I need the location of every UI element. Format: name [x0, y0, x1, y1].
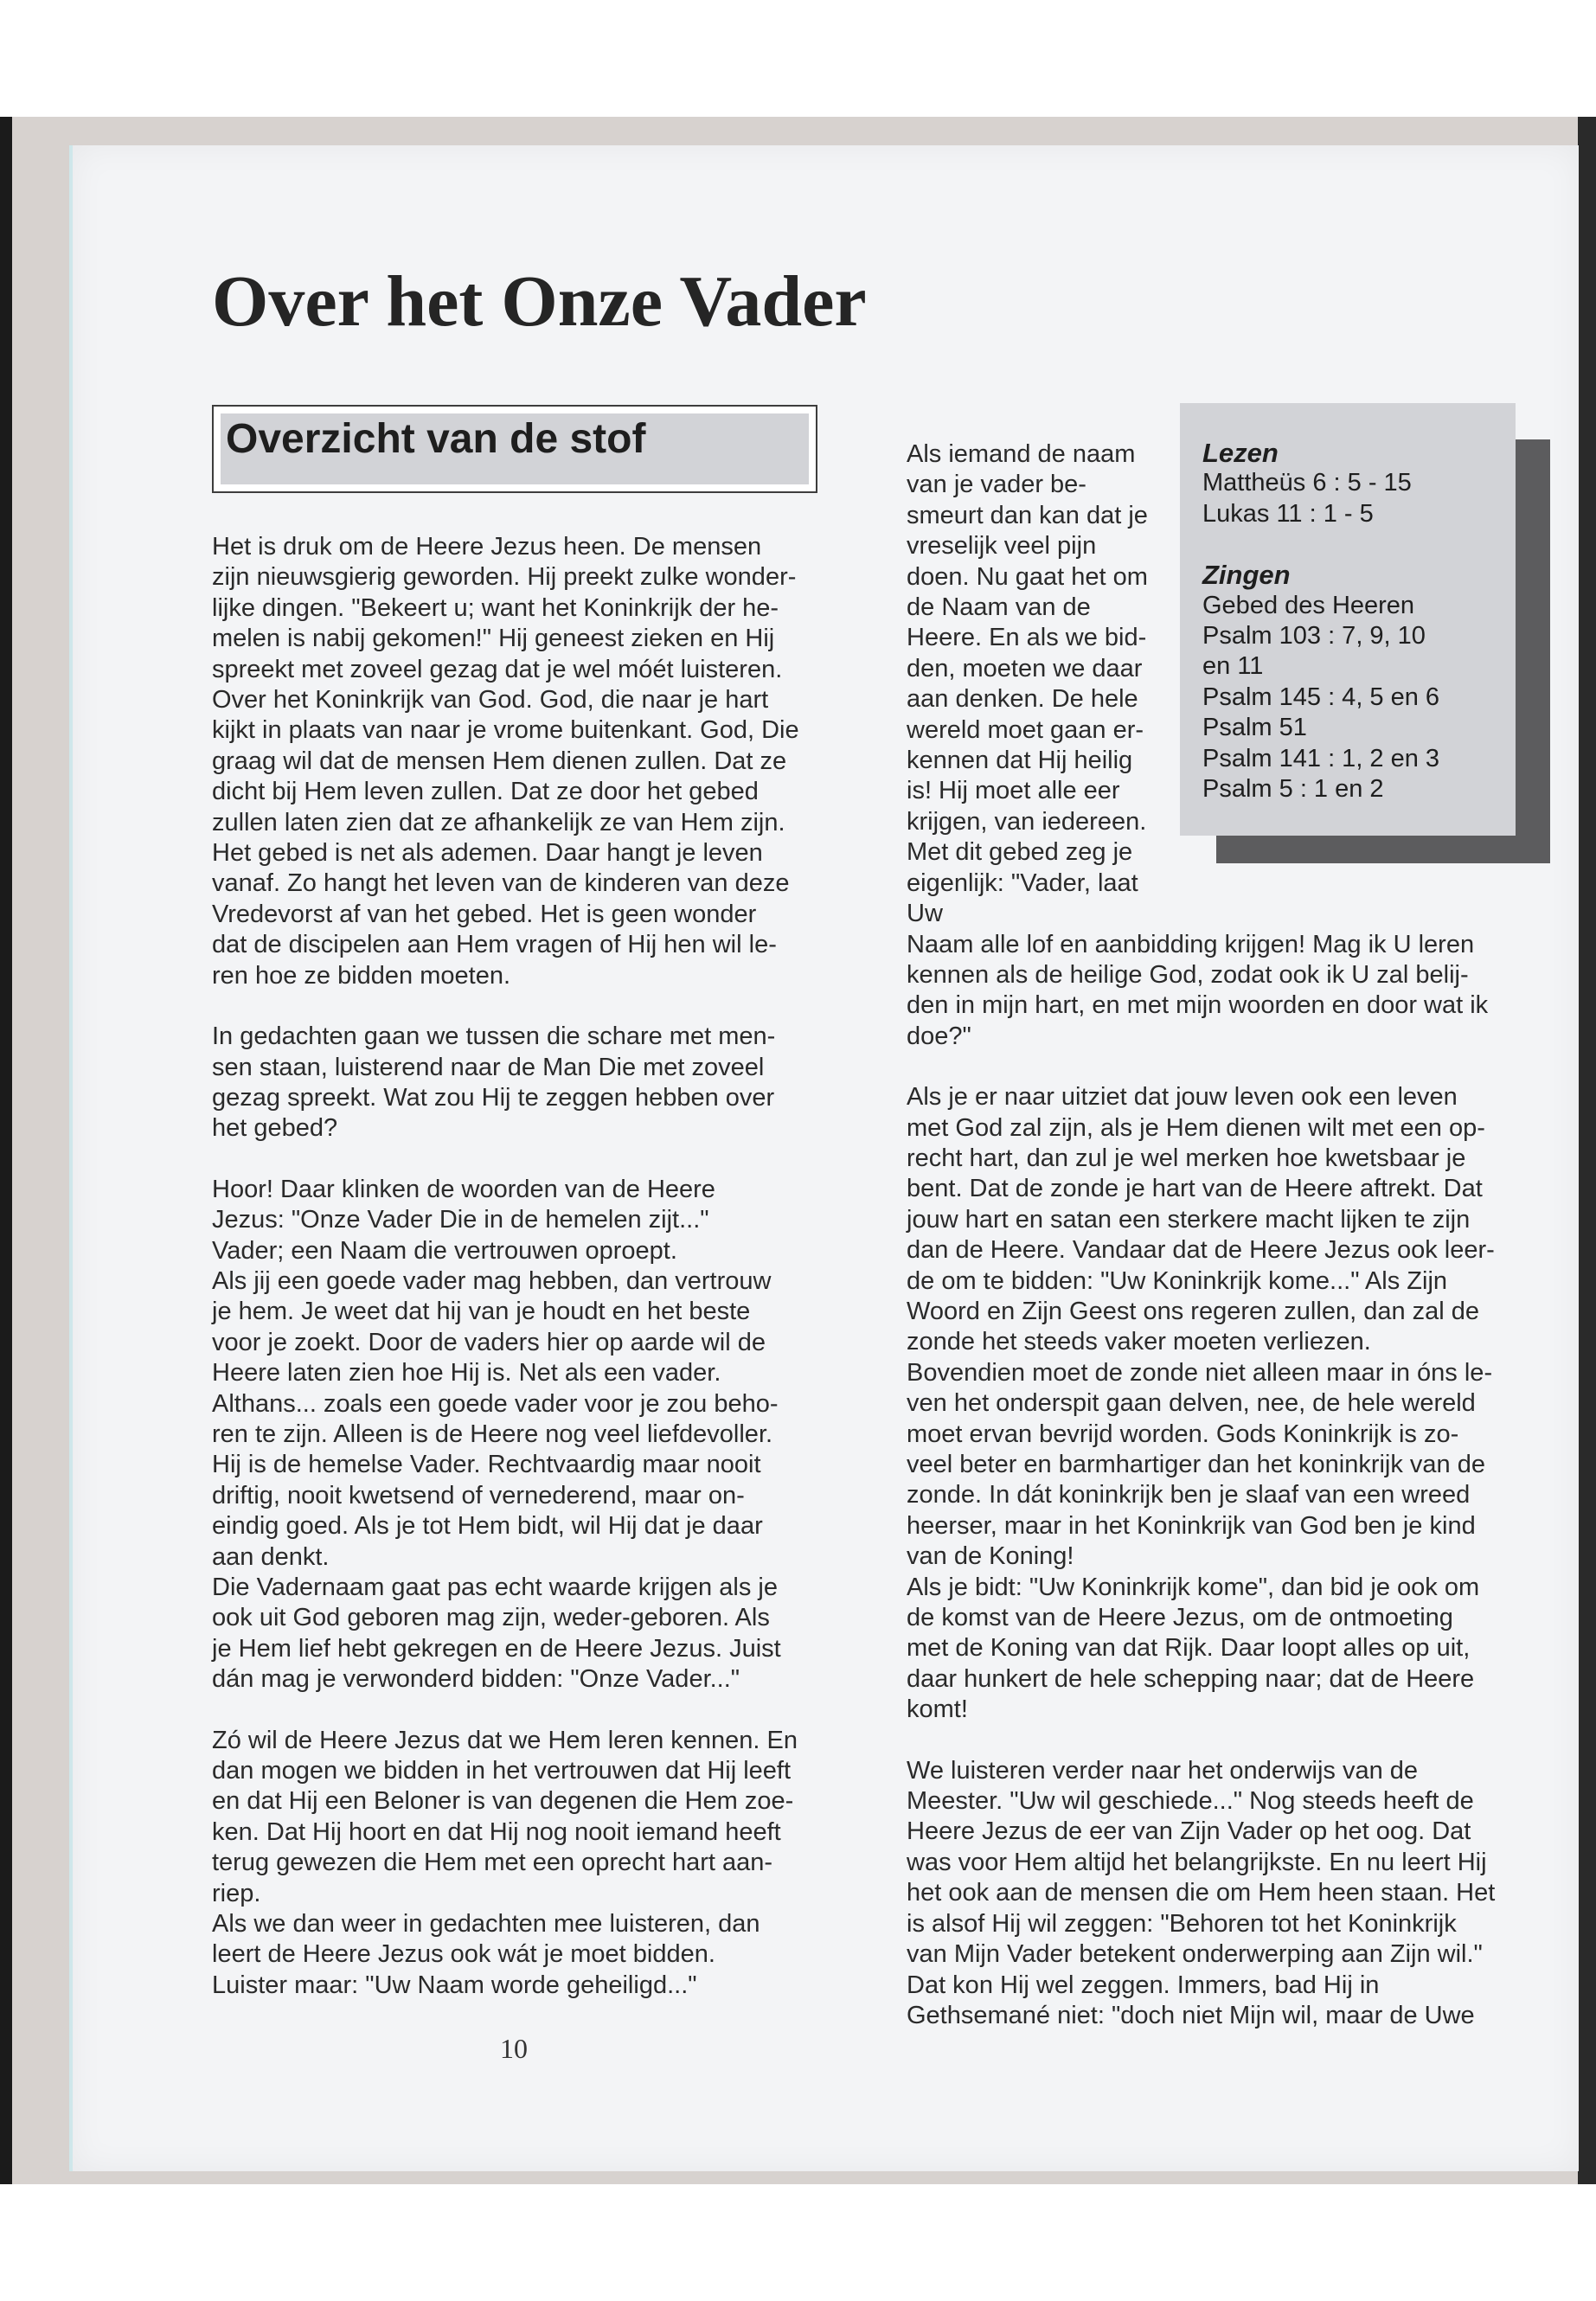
song-item: Gebed des Heeren [1202, 591, 1415, 619]
paragraph: Als je er naar uitziet dat jouw leven ook een leven met God zal zijn, als je Hem dienen wilt met een op- recht hart, dan zul je wel merken hoe kwetsbaar je bent. Dat de zonde je hart van de Heere aftrekt. Dat jouw hart en satan een sterkere macht lijken te zijn dan de Heere. Vandaar dat de Heere Jezus ook leer- de om te bidden: "Uw Koninkrijk kome..." Als Zijn Woord en Zijn Geest ons regeren zullen, dan zal de zonde het steeds vaker moeten verliezen. Bovendien moet de zonde niet alleen maar in óns le- ven het onderspit gaan delven, nee, de hele wereld moet ervan bevrijd worden. Gods Koninkrijk is zo- veel beter en barmhartiger dan het koninkrijk van de zonde. In dát koninkrijk ben je slaaf van een wreed heerser, maar in het Koninkrijk van God ben je kind van de Koning! Als je bidt: "Uw Koninkrijk kome", dan bid je ook om de komst van de Heere Jezus, om de ontmoeting met de Koning van dat Rijk. Daar loopt alles op uit, daar hunkert de hele schepping naar; dat de Heere komt! [907, 1083, 1495, 1724]
reading-sidebar [1180, 403, 1516, 836]
reading-item: Mattheüs 6 : 5 - 15 [1202, 469, 1412, 497]
reading-item: Lukas 11 : 1 - 5 [1202, 499, 1374, 528]
song-item: Psalm 51 [1202, 714, 1307, 742]
book-spine-left [0, 117, 12, 2184]
section-title: Overzicht van de stof [226, 416, 646, 462]
paragraph: We luisteren verder naar het onderwijs van de Meester. "Uw wil geschiede..." Nog steeds heeft de Heere Jezus de eer van Zijn Vader op het oog. Dat was voor Hem altijd het belangrijkste. En nu leert Hij het ook aan de mensen die om Hem heen staan. Het is alsof Hij wil zeggen: "Behoren tot het Koninkrijk van Mijn Vader betekent onderwerping aan Zijn wil." Dat kon Hij wel zeggen. Immers, bad Hij in Gethsemané niet: "doch niet Mijn wil, maar de Uwe [907, 1756, 1496, 2029]
sidebar-gap [1202, 529, 1439, 560]
paragraph: Als iemand de naam van je vader be- smeurt dan kan dat je vreselijk veel pijn doen. Nu gaat het om de Naam van de Heere. En als we bid- den, moeten we daar aan denken. De hele wereld moet gaan er- kennen dat Hij heilig is! Hij moet alle eer krijgen, van iedereen. Met dit gebed zeg je eigenlijk: "Vader, laat Uw Naam alle lof en aanbidding krijgen! Mag ik U leren kennen als de heilige God, zodat ook ik U zal belij- den in mijn hart, en met mijn woorden en door wat ik doe?" [907, 440, 1489, 1050]
song-item: Psalm 103 : 7, 9, 10 [1202, 622, 1426, 651]
page-title: Over het Onze Vader [212, 261, 867, 342]
lezen-heading: Lezen [1202, 438, 1279, 468]
page-number: 10 [500, 2033, 528, 2064]
paragraph: Zó wil de Heere Jezus dat we Hem leren kennen. En dan mogen we bidden in het vertrouwen dat Hij leeft en dat Hij een Beloner is van degenen die Hem zoe- ken. Dat Hij hoort en dat Hij nog nooit iemand heeft terug gewezen die Hem met een oprecht hart aan- riep. Als we dan weer in gedachten mee luisteren, dan leert de Heere Jezus ook wát je moet bidden. Luister maar: "Uw Naam worde geheiligd..." [212, 1726, 798, 1999]
song-item: Psalm 5 : 1 en 2 [1202, 775, 1384, 804]
paragraph: Hoor! Daar klinken de woorden van de Heere Jezus: "Onze Vader Die in de hemelen zijt..." Vader; een Naam die vertrouwen oproept. Als jij een goede vader mag hebben, dan vertrouw je hem. Je weet dat hij van je houdt en het beste voor je zoekt. Door de vaders hier op aarde wil de Heere laten zien hoe Hij is. Net als een vader. Althans... zoals een goede vader voor je zou beho- ren te zijn. Alleen is de Heere nog veel liefdevoller. Hij is de hemelse Vader. Rechtvaardig maar nooit driftig, nooit kwetsend of vernederend, maar on- eindig goed. Als je tot Hem bidt, wil Hij dat je daar aan denkt. Die Vadernaam gaat pas echt waarde krijgen als je ook uit God geboren mag zijn, weder-geboren. Als je Hem lief hebt gekregen en de Heere Jezus. Juist dán mag je verwonderd bidden: "Onze Vader..." [212, 1175, 781, 1694]
song-item: en 11 [1202, 652, 1264, 681]
zingen-heading: Zingen [1202, 560, 1291, 591]
left-column [212, 532, 822, 2031]
paragraph: In gedachten gaan we tussen die schare met men- sen staan, luisterend naar de Man Die met zoveel gezag spreekt. Wat zou Hij te zeggen hebben over het gebed? [212, 1022, 776, 1143]
paragraph: Het is druk om de Heere Jezus heen. De mensen zijn nieuwsgierig geworden. Hij preekt zulke wonder- lijke dingen. "Bekeert u; want het Koninkrijk der he- melen is nabij gekomen!" Hij geneest zieken en Hij spreekt met zoveel gezag dat je wel móét luisteren. Over het Koninkrijk van God. God, die naar je hart kijkt in plaats van naar je vrome buitenkant. God, Die graag wil dat de mensen Hem dienen zullen. Dat ze dicht bij Hem leven zullen. Dat ze door het gebed zullen laten zien dat ze afhankelijk ze van Hem zijn. Het gebed is net als ademen. Daar hangt je leven vanaf. Zo hangt het leven van de kinderen van deze Vredevorst af van het gebed. Het is geen wonder dat de discipelen aan Hem vragen of Hij hen wil le- ren hoe ze bidden moeten. [212, 533, 799, 990]
book-spine-right [1578, 117, 1596, 2184]
song-item: Psalm 141 : 1, 2 en 3 [1202, 744, 1440, 772]
sidebar-content [1202, 438, 1439, 804]
song-item: Psalm 145 : 4, 5 en 6 [1202, 683, 1440, 711]
section-header-box [212, 405, 817, 493]
